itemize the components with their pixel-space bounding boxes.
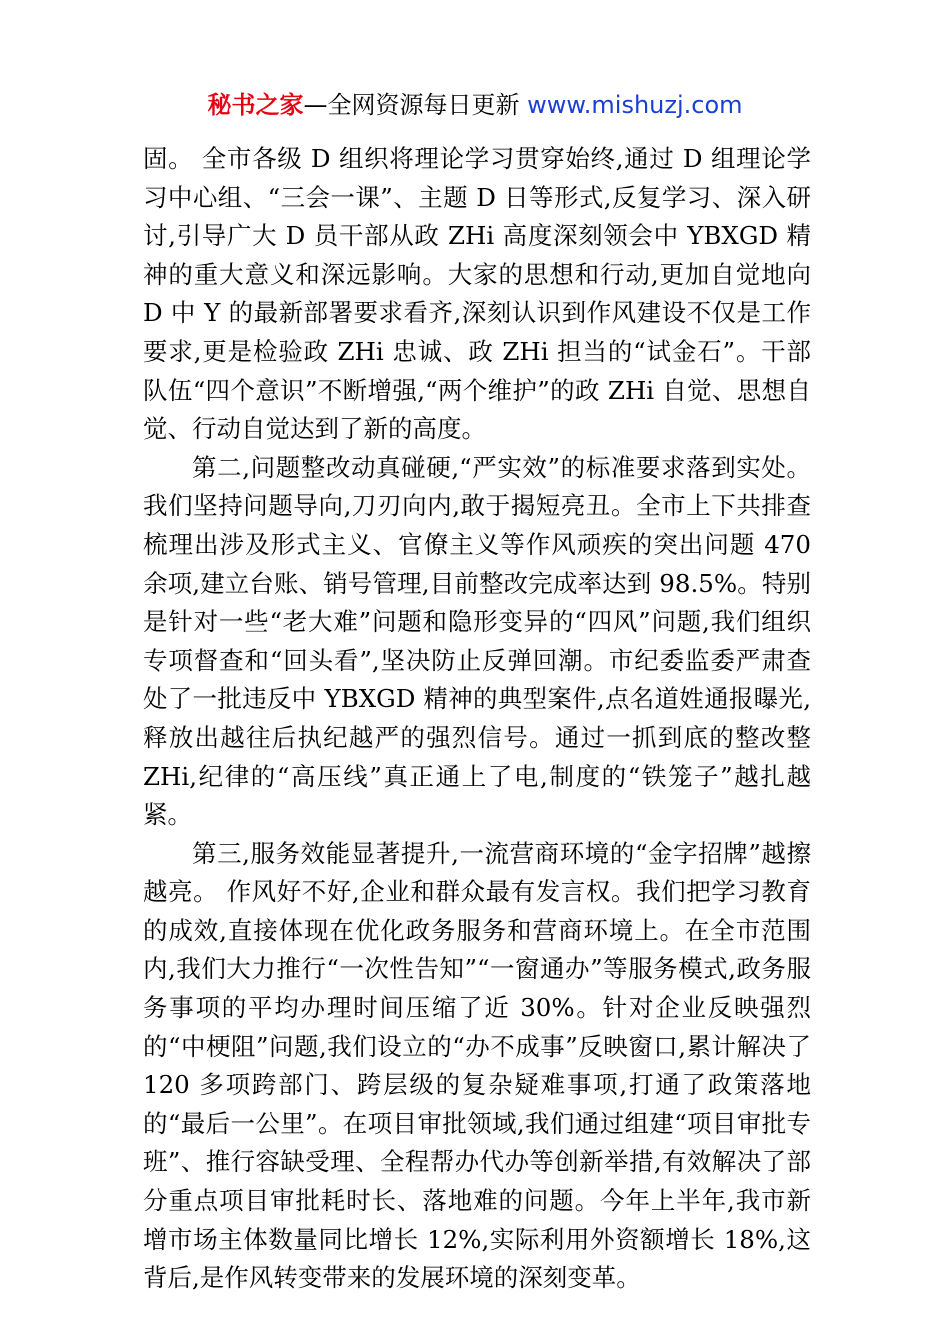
paragraph-third-point: 第三,服务效能显著提升,一流营商环境的“金字招牌”越擦越亮。 作风好不好,企业和群众最有发言权。我们把学习教育的成效,直接体现在优化政务服务和营商环境上。在全市范围内,我们大力推行“一次性告知”“一窗通办”等服务模式,政务服务事项的平均办理时间压缩了近 30%。针对企业反映强烈的“中梗阻”问题,我们设立的“办不成事”反映窗口,累计解决了 120 多项跨部门、跨层级的复杂疑难事项,打通了政策落地的“最后一公里”。在项目审批领域,我们通过组建“项目审批专班”、推行容缺受理、全程帮办代办等创新举措,有效解决了部分重点项目审批耗时长、落地难的问题。今年上半年,我市新增市场主体数量同比增长 12%,实际利用外资额增长 18%,这背后,是作风转变带来的发展环境的深刻变革。: [143, 838, 811, 1293]
brand-name: 秘书之家: [207, 91, 304, 119]
paragraph-continuation: 固。 全市各级 D 组织将理论学习贯穿始终,通过 D 组理论学习中心组、“三会一课”、主题 D 日等形式,反复学习、深入研讨,引导广大 D 员干部从政 ZHi 高度深刻领会中 YBXGD 精神的重大意义和深远影响。大家的思想和行动,更加自觉地向 D 中 Y 的最新部署要求看齐,深刻认识到作风建设不仅是工作要求,更是检验政 ZHi 忠诚、政 ZHi 担当的“试金石”。干部队伍“四个意识”不断增强,“两个维护”的政 ZHi 自觉、思想自觉、行动自觉达到了新的高度。: [143, 144, 811, 444]
page-header: [0, 88, 950, 122]
paragraph-second-point: 第二,问题整改动真碰硬,“严实效”的标准要求落到实处。 我们坚持问题导向,刀刃向内,敢于揭短亮丑。全市上下共排查梳理出涉及形式主义、官僚主义等作风顽疾的突出问题 470 余项,建立台账、销号管理,目前整改完成率达到 98.5%。特别是针对一些“老大难”问题和隐形变异的“四风”问题,我们组织专项督查和“回头看”,坚决防止反弹回潮。市纪委监委严肃查处了一批违反中 YBXGD 精神的典型案件,点名道姓通报曝光,释放出越往后执纪越严的强烈信号。通过一抓到底的整改整 ZHi,纪律的“高压线”真正通上了电,制度的“铁笼子”越扎越紧。: [143, 452, 811, 830]
document-body: [143, 140, 811, 1298]
site-url-link[interactable]: www.mishuzj.com: [527, 91, 743, 119]
header-tagline: —全网资源每日更新: [303, 91, 528, 119]
